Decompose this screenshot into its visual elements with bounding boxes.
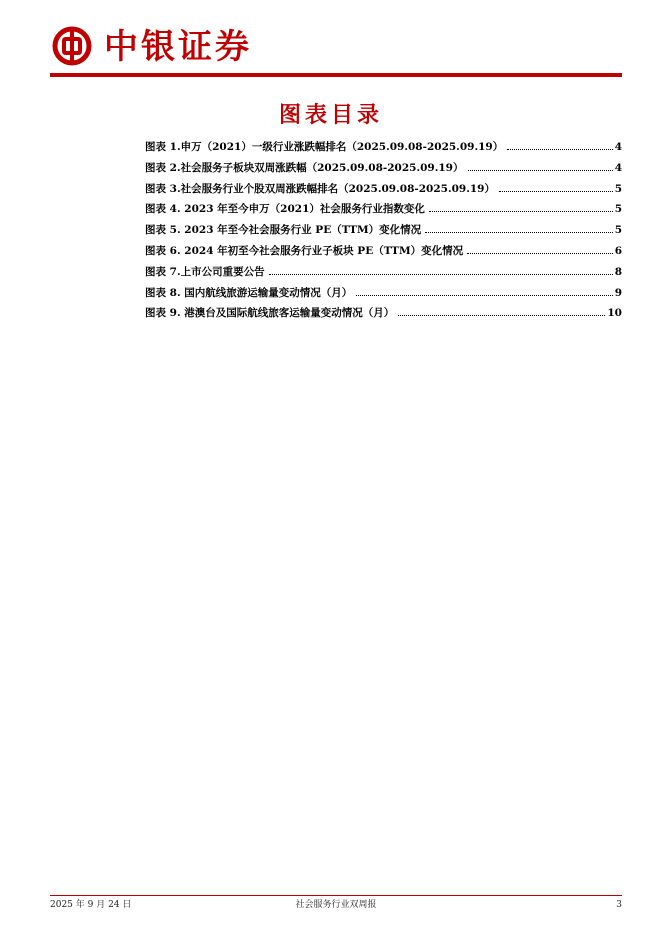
footer-date: 2025 年 9 月 24 日 (50, 900, 132, 910)
toc-list (145, 139, 622, 326)
toc-item-label: 图表 6. 2024 年初至今社会服务行业子板块 PE（TTM）变化情况 (145, 244, 464, 257)
toc-item-page: 8 (614, 265, 622, 278)
toc-item-page: 6 (614, 244, 622, 257)
toc-item[interactable] (145, 139, 622, 160)
toc-item-label: 图表 2.社会服务子板块双周涨跌幅（2025.09.08-2025.09.19） (145, 161, 464, 174)
header-divider (50, 73, 622, 77)
toc-item[interactable] (145, 222, 622, 243)
toc-dot-leader (356, 295, 612, 296)
toc-item-label: 图表 5. 2023 年至今社会服务行业 PE（TTM）变化情况 (145, 224, 422, 237)
toc-item-label: 图表 1.申万（2021）一级行业涨跌幅排名（2025.09.08-2025.09.19） (145, 141, 504, 153)
toc-dot-leader (398, 315, 605, 316)
toc-dot-leader (499, 191, 613, 192)
toc-title: 图表目录 (278, 103, 383, 128)
toc-item-page: 4 (614, 161, 622, 174)
footer-divider (50, 895, 622, 896)
toc-item-page: 5 (614, 182, 622, 195)
toc-item-label: 图表 4. 2023 年至今申万（2021）社会服务行业指数变化 (145, 203, 425, 216)
toc-item[interactable] (145, 243, 622, 264)
page-footer (50, 898, 622, 912)
toc-item-label: 图表 9. 港澳台及国际航线旅客运输量变动情况（月） (145, 307, 395, 320)
page-header (50, 24, 622, 76)
bank-of-china-logo-icon (52, 26, 92, 66)
footer-page-number: 3 (616, 900, 622, 910)
toc-item[interactable] (145, 160, 622, 181)
toc-item-page: 10 (607, 307, 622, 320)
toc-dot-leader (507, 149, 612, 150)
toc-item-label: 图表 7.上市公司重要公告 (145, 265, 265, 278)
toc-item[interactable] (145, 285, 622, 306)
toc-item-label: 图表 3.社会服务行业个股双周涨跌幅排名（2025.09.08-2025.09.19） (145, 182, 495, 195)
toc-item-page: 5 (614, 224, 622, 237)
toc-item-label: 图表 8. 国内航线旅游运输量变动情况（月） (145, 286, 353, 299)
toc-dot-leader (425, 232, 613, 233)
toc-dot-leader (269, 274, 613, 275)
brand-name: 中银证券 (104, 27, 252, 67)
footer-report-name: 社会服务行业双周报 (295, 900, 377, 910)
toc-dot-leader (468, 170, 613, 171)
toc-item-page: 9 (614, 286, 622, 299)
toc-item-page: 4 (614, 141, 622, 153)
toc-item[interactable] (145, 264, 622, 285)
toc-item[interactable] (145, 181, 622, 202)
toc-item[interactable] (145, 305, 622, 326)
toc-dot-leader (467, 253, 613, 254)
toc-dot-leader (429, 211, 613, 212)
toc-item[interactable] (145, 201, 622, 222)
toc-item-page: 5 (614, 203, 622, 216)
